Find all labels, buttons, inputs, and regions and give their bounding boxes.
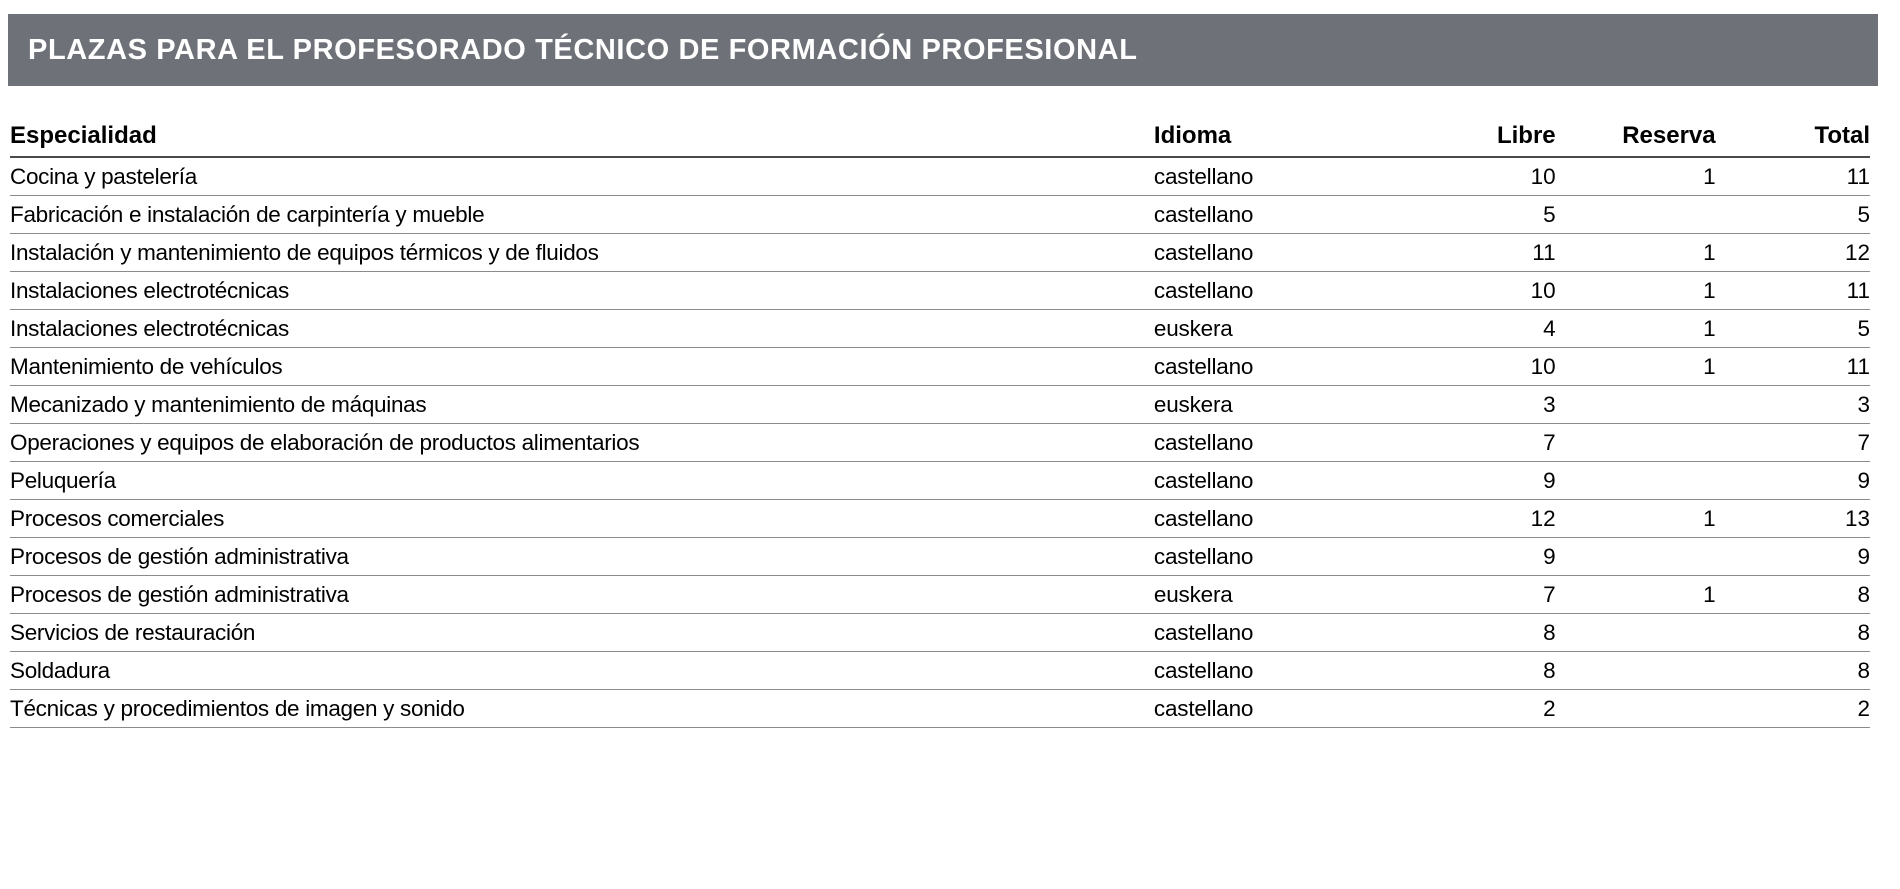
page-title: PLAZAS PARA EL PROFESORADO TÉCNICO DE FORMACIÓN PROFESIONAL xyxy=(28,33,1138,66)
cell-total: 11 xyxy=(1716,272,1870,310)
cell-idioma: castellano xyxy=(1154,157,1396,196)
cell-idioma: castellano xyxy=(1154,538,1396,576)
cell-especialidad: Procesos comerciales xyxy=(10,500,1154,538)
column-header-reserva: Reserva xyxy=(1556,122,1716,157)
cell-reserva: 1 xyxy=(1556,576,1716,614)
cell-libre: 11 xyxy=(1396,234,1556,272)
table-row xyxy=(10,348,1870,386)
cell-reserva: 1 xyxy=(1556,157,1716,196)
table-row xyxy=(10,462,1870,500)
table-row xyxy=(10,614,1870,652)
cell-especialidad: Procesos de gestión administrativa xyxy=(10,576,1154,614)
cell-idioma: castellano xyxy=(1154,272,1396,310)
cell-total: 8 xyxy=(1716,614,1870,652)
document-title-bar xyxy=(8,14,1878,86)
cell-especialidad: Soldadura xyxy=(10,652,1154,690)
cell-especialidad: Instalación y mantenimiento de equipos térmicos y de fluidos xyxy=(10,234,1154,272)
cell-libre: 7 xyxy=(1396,576,1556,614)
cell-total: 3 xyxy=(1716,386,1870,424)
table-row xyxy=(10,234,1870,272)
cell-reserva: 1 xyxy=(1556,272,1716,310)
cell-libre: 12 xyxy=(1396,500,1556,538)
cell-total: 8 xyxy=(1716,576,1870,614)
cell-idioma: castellano xyxy=(1154,234,1396,272)
table-row xyxy=(10,310,1870,348)
column-header-total: Total xyxy=(1716,122,1870,157)
table-header xyxy=(10,122,1870,157)
table-row xyxy=(10,576,1870,614)
cell-libre: 9 xyxy=(1396,462,1556,500)
cell-libre: 10 xyxy=(1396,157,1556,196)
cell-libre: 4 xyxy=(1396,310,1556,348)
cell-reserva xyxy=(1556,614,1716,652)
cell-reserva: 1 xyxy=(1556,310,1716,348)
cell-total: 11 xyxy=(1716,157,1870,196)
cell-total: 9 xyxy=(1716,538,1870,576)
cell-reserva xyxy=(1556,386,1716,424)
column-header-especialidad: Especialidad xyxy=(10,122,1154,157)
cell-total: 5 xyxy=(1716,196,1870,234)
cell-libre: 8 xyxy=(1396,614,1556,652)
cell-idioma: castellano xyxy=(1154,348,1396,386)
cell-especialidad: Mantenimiento de vehículos xyxy=(10,348,1154,386)
cell-idioma: castellano xyxy=(1154,690,1396,728)
cell-idioma: euskera xyxy=(1154,310,1396,348)
column-header-idioma: Idioma xyxy=(1154,122,1396,157)
table-row xyxy=(10,157,1870,196)
cell-libre: 5 xyxy=(1396,196,1556,234)
cell-reserva xyxy=(1556,690,1716,728)
table-row xyxy=(10,272,1870,310)
cell-libre: 3 xyxy=(1396,386,1556,424)
cell-especialidad: Mecanizado y mantenimiento de máquinas xyxy=(10,386,1154,424)
cell-reserva xyxy=(1556,424,1716,462)
cell-total: 5 xyxy=(1716,310,1870,348)
cell-libre: 2 xyxy=(1396,690,1556,728)
plazas-table-container xyxy=(8,122,1882,728)
cell-especialidad: Servicios de restauración xyxy=(10,614,1154,652)
cell-especialidad: Fabricación e instalación de carpintería y mueble xyxy=(10,196,1154,234)
table-row xyxy=(10,538,1870,576)
cell-reserva: 1 xyxy=(1556,348,1716,386)
cell-idioma: euskera xyxy=(1154,576,1396,614)
cell-total: 11 xyxy=(1716,348,1870,386)
plazas-table xyxy=(10,122,1870,728)
table-row xyxy=(10,500,1870,538)
cell-libre: 10 xyxy=(1396,348,1556,386)
cell-idioma: castellano xyxy=(1154,652,1396,690)
table-row xyxy=(10,386,1870,424)
cell-especialidad: Técnicas y procedimientos de imagen y sonido xyxy=(10,690,1154,728)
cell-especialidad: Cocina y pastelería xyxy=(10,157,1154,196)
cell-reserva xyxy=(1556,652,1716,690)
cell-total: 8 xyxy=(1716,652,1870,690)
cell-total: 7 xyxy=(1716,424,1870,462)
cell-especialidad: Procesos de gestión administrativa xyxy=(10,538,1154,576)
cell-reserva xyxy=(1556,462,1716,500)
cell-libre: 7 xyxy=(1396,424,1556,462)
cell-total: 2 xyxy=(1716,690,1870,728)
cell-especialidad: Operaciones y equipos de elaboración de productos alimentarios xyxy=(10,424,1154,462)
cell-total: 9 xyxy=(1716,462,1870,500)
table-row xyxy=(10,690,1870,728)
cell-idioma: castellano xyxy=(1154,500,1396,538)
cell-total: 12 xyxy=(1716,234,1870,272)
cell-reserva: 1 xyxy=(1556,234,1716,272)
table-row xyxy=(10,652,1870,690)
cell-especialidad: Instalaciones electrotécnicas xyxy=(10,310,1154,348)
cell-idioma: euskera xyxy=(1154,386,1396,424)
cell-total: 13 xyxy=(1716,500,1870,538)
table-header-row xyxy=(10,122,1870,157)
column-header-libre: Libre xyxy=(1396,122,1556,157)
cell-libre: 8 xyxy=(1396,652,1556,690)
table-row xyxy=(10,196,1870,234)
table-row xyxy=(10,424,1870,462)
cell-especialidad: Instalaciones electrotécnicas xyxy=(10,272,1154,310)
cell-idioma: castellano xyxy=(1154,424,1396,462)
cell-libre: 9 xyxy=(1396,538,1556,576)
cell-libre: 10 xyxy=(1396,272,1556,310)
cell-reserva xyxy=(1556,538,1716,576)
cell-especialidad: Peluquería xyxy=(10,462,1154,500)
cell-idioma: castellano xyxy=(1154,462,1396,500)
table-body xyxy=(10,157,1870,728)
cell-reserva xyxy=(1556,196,1716,234)
cell-reserva: 1 xyxy=(1556,500,1716,538)
cell-idioma: castellano xyxy=(1154,196,1396,234)
cell-idioma: castellano xyxy=(1154,614,1396,652)
